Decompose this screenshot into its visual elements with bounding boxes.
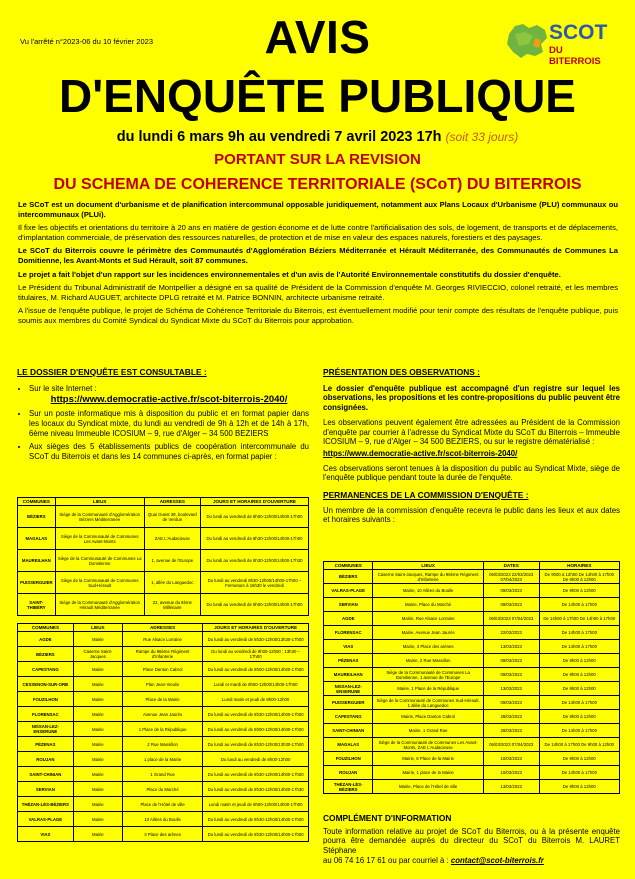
communes-cell: Avenue Jean Jaurès (122, 707, 202, 722)
subtitle-revision: PORTANT SUR LA REVISION (214, 151, 421, 168)
permanences-cell: De 14h00 à 17h00 (539, 696, 619, 710)
epci-cell: 22, avenue du 8ème Millénaire (144, 594, 200, 616)
permanences-row (324, 766, 620, 780)
permanences-cell: Mairie, Avenue Jean Jaurès (373, 626, 483, 640)
epci-row (18, 506, 309, 528)
epci-cell: Du lundi au vendredi de 9h00-12h00/14h00-17h00 (200, 594, 308, 616)
permanences-cell: 13/03/2023 (483, 640, 539, 654)
epci-cell: PUISSERGUIER (18, 572, 56, 594)
communes-header-3: JOURS ET HORAIRES D'OUVERTURE (203, 624, 309, 632)
permanences-cell: 13/03/2023 (483, 780, 539, 794)
intro-p6: A l'issue de l'enquête publique, le projet de Schéma de Cohérence Territoriale du Biterrois, est éventuellement modifié pour tenir compte des résultats de l'enquête publique, puis soumis aux membres du Comité Syndical du Syndicat Mixte du SCoT du Biterrois pour approbation. (18, 306, 618, 325)
epci-table-wrap (17, 497, 309, 616)
epci-table (17, 497, 309, 616)
observations-p2: Les observations peuvent également être adressées au Président de la Commission d'enquête par courrier à l'adresse du Syndicat Mixte du SCoT du Biterrois – Immeuble ICOSIUM – 9, rue d'Alger – 34 500 BEZIERS, ou sur le registre dématérialisé : (323, 417, 620, 447)
permanences-cell: 10/03/2023 (483, 766, 539, 780)
enquete-dates (0, 129, 635, 145)
subtitle-scot: DU SCHEMA DE COHERENCE TERRITORIALE (SCoT) DU BITERROIS (53, 176, 582, 193)
communes-row (18, 707, 309, 722)
title-avis: AVIS (264, 11, 371, 63)
permanences-cell: THÉZAN-LÈS-BÉZIERS (324, 780, 373, 794)
communes-cell: Du lundi au vendredi de 8h00-12h00/14h00-17h00 (203, 722, 309, 737)
permanences-header-1: LIEUX (373, 562, 483, 570)
communes-cell: Mairie (73, 692, 122, 707)
communes-row (18, 647, 309, 662)
permanences-cell: De 9h00 à 12h00 (539, 710, 619, 724)
permanences-cell: 06/03/2023 22/03/2023 07/04/2023 (483, 570, 539, 584)
epci-cell: Siège de la Communauté de Communes Sud-Hérault (55, 572, 144, 594)
permanences-cell: SERVIAN (324, 598, 373, 612)
permanences-heading: PERMANENCES DE LA COMMISSION D'ENQUÊTE : (323, 490, 529, 501)
permanences-cell: De 14h00 à 17h00 De 14h00 à 17h00 (539, 612, 619, 626)
permanences-cell: De 9h00 à 12h00 (539, 682, 619, 696)
permanences-cell: De 14h00 à 17h00 (539, 766, 619, 780)
communes-cell: FLORENSAC (18, 707, 74, 722)
dossier-heading: LE DOSSIER D'ENQUÊTE EST CONSULTABLE : (17, 367, 207, 377)
epci-cell: Du lundi au vendredi de 8h30-12h00/14h00-17h30 (200, 550, 308, 572)
permanences-cell: De 9h00 à 12h00 (539, 654, 619, 668)
permanences-cell: Mairie, 2 Rue Massillon (373, 654, 483, 668)
permanences-cell: De 9h00 à 12h00 (539, 668, 619, 682)
permanences-row (324, 598, 620, 612)
permanences-cell: BÉZIERS (324, 570, 373, 584)
communes-cell: PÉZENAS (18, 737, 74, 752)
permanences-cell: NISSAN-LEZ-ENSERUNE (324, 682, 373, 696)
permanences-cell: De 14h00 à 17h00 De 9h00 à 12h00 (539, 738, 619, 752)
permanences-cell: FLORENSAC (324, 626, 373, 640)
logo-text: SCOT (549, 21, 608, 44)
permanences-cell: AGDE (324, 612, 373, 626)
intro-p2: Il fixe les objectifs et orientations du territoire à 20 ans en matière de gestion économe et de lutte contre l'artificialisation des sols, de logement, de transports et de déplacements, d'implantation commerciale, de préservation des ressources naturelles, de protection et de mise en valeur des espaces naturels, forestiers et des paysages. (18, 223, 618, 242)
communes-cell: Mairie (73, 782, 122, 797)
permanences-cell: 09/03/2023 (483, 696, 539, 710)
communes-cell: Place Danton Cabrol (122, 662, 202, 677)
communes-cell: Place du Marché (122, 782, 202, 797)
epci-cell: Siège de la Communauté d'Agglomération Hérault Méditerranée (55, 594, 144, 616)
communes-cell: Du lundi au vendredi de 8h30-12h00/14h00-17h30 (203, 782, 309, 797)
permanences-cell: VIAS (324, 640, 373, 654)
permanences-cell: De 14h00 à 17h00 (539, 640, 619, 654)
internet-item (29, 384, 309, 405)
communes-cell: THÉZAN-LÈS-BÉZIERS (18, 797, 74, 812)
intro-p1: Le SCoT est un document d'urbanisme et de planification intercommunal opposable juridiquement, notamment aux Plans Locaux d'Urbanisme (PLU) communaux ou intercommunaux (PLUi). (18, 200, 618, 219)
epci-row (18, 572, 309, 594)
epci-cell: Siège de la Communauté de Communes La Domitienne (55, 550, 144, 572)
communes-cell: Du lundi au vendredi de 8h30-12h00/13h30-17h00 (203, 632, 309, 647)
permanences-cell: Mairie, 1 place de la Mairie (373, 766, 483, 780)
permanences-cell: Siège de la Communauté de Communes La Domitienne, 1 avenue de l'Europe (373, 668, 483, 682)
epci-row (18, 594, 309, 616)
permanences-row (324, 654, 620, 668)
permanences-cell: 09/03/2023 (483, 584, 539, 598)
communes-cell: Du lundi au vendredi de 8h30-12h00/14h00-17h00 (203, 767, 309, 782)
epci-header-0: COMMUNES (18, 498, 56, 506)
epci-cell: SAINT-THIBÉRY (18, 594, 56, 616)
epci-header-3: JOURS ET HORAIRES D'OUVERTURE (200, 498, 308, 506)
permanences-cell: CAPESTANG (324, 710, 373, 724)
permanences-cell: Mairie, 10 Allées du Boulle (373, 584, 483, 598)
communes-row (18, 752, 309, 767)
communes-cell: Du lundi au vendredi de 8h30-12h00/13h30-17h00 (203, 737, 309, 752)
logo-subtext: DU BITERROIS (549, 45, 601, 67)
communes-cell: Mairie (73, 812, 122, 827)
epci-cell: Siège de la Communauté de Communes Les Avant-Monts (55, 528, 144, 550)
permanences-cell: De 9h00 à 12h00 (539, 752, 619, 766)
permanences-cell: De 9h00 à 12h00 (539, 780, 619, 794)
complement-heading: COMPLÉMENT D'INFORMATION (323, 813, 452, 823)
epci-cell: 1, avenue de l'Europe (144, 550, 200, 572)
dates-note: (soit 33 jours) (445, 130, 519, 144)
permanences-cell: 09/03/2023 (483, 598, 539, 612)
communes-cell: ROUJAN (18, 752, 74, 767)
permanences-row (324, 612, 620, 626)
epci-row (18, 528, 309, 550)
communes-cell: Place de la Mairie (122, 692, 202, 707)
communes-row (18, 797, 309, 812)
permanences-cell: ROUJAN (324, 766, 373, 780)
permanences-cell: 10/03/2023 (483, 752, 539, 766)
communes-cell: AGDE (18, 632, 74, 647)
permanences-row (324, 584, 620, 598)
communes-cell: Caserne Saint-Jacques (73, 647, 122, 662)
epci-row (18, 550, 309, 572)
permanences-cell: 06/03/2023 07/04/2023 (483, 738, 539, 752)
epci-cell: Du lundi au vendredi de 8h30-12h00/14h00-17h00 (200, 528, 308, 550)
complement-section (323, 814, 620, 866)
communes-cell: Lundi matin et jeudi de 8h00-12h00/14h00-17h00 (203, 797, 309, 812)
communes-row (18, 662, 309, 677)
complement-p: Toute information relative au projet de SCoT du Biterrois, ou à la présente enquête pourra être demandée auprès du directeur du SCoT du Biterrois M. LAURET Stéphane (323, 826, 620, 856)
communes-row (18, 677, 309, 692)
communes-cell: CESSENON-SUR-ORB (18, 677, 74, 692)
epci-cell: Du lundi au vendredi 8h30-12h00/14h00-17h00 – Fermeture à 16h30 le vendredi (200, 572, 308, 594)
permanences-row (324, 668, 620, 682)
epci-cell: ZAE L'Audacieuse (144, 528, 200, 550)
communes-cell: Du lundi au vendredi de 8h30-12h00/14h00-17h00 (203, 707, 309, 722)
communes-cell: Mairie (73, 632, 122, 647)
permanences-cell: Siège de la Communauté de Communes Sud-Hérault, 1 allée du Languedoc (373, 696, 483, 710)
communes-cell: Place de l'Hôtel de ville (122, 797, 202, 812)
communes-table (17, 623, 309, 842)
communes-row (18, 737, 309, 752)
permanences-cell: PÉZENAS (324, 654, 373, 668)
permanences-row (324, 752, 620, 766)
permanences-cell: 28/03/2023 (483, 724, 539, 738)
observations-p1: Le dossier d'enquête publique est accompagné d'un registre sur lequel les observations, les propositions et les contre-propositions du public peuvent être consignées. (323, 383, 620, 413)
sieges-item: • Aux sièges des 5 établissements publics de coopération intercommunale du SCoT du Biterrois et dans les 14 communes ci-après, en format papier : (29, 442, 309, 461)
complement-phone: au 06 74 16 17 61 ou par courriel à : (323, 855, 449, 865)
communes-cell: Du lundi au vendredi de 8h30-12h00/14h00-17h00 (203, 827, 309, 842)
permanences-cell: 28/03/2023 (483, 710, 539, 724)
dates-text: du lundi 6 mars 9h au vendredi 7 avril 2023 17h (116, 129, 442, 145)
permanences-row (324, 626, 620, 640)
permanences-cell: De 14h00 à 17h00 (539, 724, 619, 738)
communes-cell: BÉZIERS (18, 647, 74, 662)
communes-header-2: ADRESSES (122, 624, 202, 632)
epci-header-1: LIEUX (55, 498, 144, 506)
communes-cell: CAPESTANG (18, 662, 74, 677)
dossier-section (17, 368, 309, 466)
permanences-cell: De 9h00 à 12h00 (539, 584, 619, 598)
communes-cell: NISSAN-LEZ-ENSERUNE (18, 722, 74, 737)
registre-link[interactable]: https://www.democratie-active.fr/scot-biterrois-2040/ (323, 448, 518, 458)
permanences-header-0: COMMUNES (324, 562, 373, 570)
epci-cell: 1, allée du Languedoc (144, 572, 200, 594)
permanences-row (324, 640, 620, 654)
permanences-cell: Mairie, 1 Place de la République (373, 682, 483, 696)
permanences-cell: 22/03/2023 (483, 626, 539, 640)
permanences-header-2: DATES (483, 562, 539, 570)
permanences-cell: 06/03/2023 07/04/2023 (483, 612, 539, 626)
permanences-cell: De 14h00 à 17h00 (539, 598, 619, 612)
permanences-cell: De 9h00 à 12h00 De 14h00 à 17h00 De 9h00 à 12h00 (539, 570, 619, 584)
communes-cell: Mairie (73, 752, 122, 767)
communes-cell: Mairie (73, 722, 122, 737)
communes-cell: Mairie (73, 767, 122, 782)
epci-cell: Siège de la Communauté d'Agglomération Béziers Méditerranée (55, 506, 144, 528)
arrete-reference: Vu l'arrêté n°2023-06 du 10 février 2023 (20, 37, 153, 46)
permanences-cell: 13/03/2023 (483, 682, 539, 696)
permanences-row (324, 710, 620, 724)
permanences-cell: SAINT-CHINIAN (324, 724, 373, 738)
communes-row (18, 767, 309, 782)
communes-cell: FOUZILHON (18, 692, 74, 707)
observations-heading: PRÉSENTATION DES OBSERVATIONS : (323, 367, 480, 377)
intro-p5: Le Président du Tribunal Administratif de Montpellier a désigné en sa qualité de Président de la Commission d'enquête M. Georges RIVIECCIO, colonel retraité, et les membres titulaires, M. Richard AUGUET, architecte DPLG retraité et M. Patrice BONNIN, architecte urbanisme retraité. (18, 283, 618, 302)
permanences-cell: MAUREILHAN (324, 668, 373, 682)
communes-row (18, 632, 309, 647)
permanences-row (324, 696, 620, 710)
communes-cell: VIAS (18, 827, 74, 842)
permanences-cell: Mairie, Place Danton Cabrol (373, 710, 483, 724)
permanences-table-wrap (323, 561, 620, 794)
epci-cell: MAGALAS (18, 528, 56, 550)
permanences-cell: Siège de la Communauté de Communes Les Avant-Monts, ZAE L'Audacieuse (373, 738, 483, 752)
communes-cell: Mairie (73, 797, 122, 812)
epci-cell: Quai Ouest 39, boulevard de Verdun (144, 506, 200, 528)
communes-table-wrap (17, 623, 309, 842)
communes-cell: 1 Grand Rue (122, 767, 202, 782)
permanences-row (324, 738, 620, 752)
permanences-cell: Mairie, Place du Marché (373, 598, 483, 612)
communes-cell: Du lundi au vendredi de 8h00-12h00 (203, 752, 309, 767)
permanences-table (323, 561, 620, 794)
permanences-cell: 09/03/2023 (483, 654, 539, 668)
permanences-cell: Caserne Saint-Jacques, Rampe du 96ème Régiment d'Infanterie (373, 570, 483, 584)
communes-cell: Lundi matin et jeudi de 8h00-12h00 (203, 692, 309, 707)
communes-cell: Plan Jean-Vieulin (122, 677, 202, 692)
permanences-cell: 09/03/2023 (483, 668, 539, 682)
permanences-cell: MAGALAS (324, 738, 373, 752)
permanences-row (324, 724, 620, 738)
permanences-cell: Mairie, 3 Place des arènes (373, 640, 483, 654)
communes-cell: Lundi et mardi de 9h00-12h00/14h00-17h00 (203, 677, 309, 692)
observations-p3: Ces observations seront tenues à la disposition du public au Syndicat Mixte, siège de l'enquête publique pendant toute la durée de l'enquête. (323, 463, 620, 483)
communes-header-1: LIEUX (73, 624, 122, 632)
permanences-row (324, 570, 620, 584)
email-link[interactable]: contact@scot-biterrois.fr (450, 855, 544, 865)
communes-cell: Mairie (73, 707, 122, 722)
communes-cell: 3 Place des arènes (122, 827, 202, 842)
communes-cell: Rue Alsace Lorraine (122, 632, 202, 647)
dossier-link[interactable]: https://www.democratie-active.fr/scot-biterrois-2040/ (50, 394, 288, 406)
communes-cell: VALRAS-PLAGE (18, 812, 74, 827)
communes-row (18, 722, 309, 737)
permanences-p: Un membre de la commission d'enquête recevra le public dans les lieux et aux dates et horaires suivants : (323, 505, 620, 525)
intro-section (18, 200, 618, 330)
communes-cell: SAINT-CHINIAN (18, 767, 74, 782)
communes-row (18, 782, 309, 797)
intro-p4: Le projet a fait l'objet d'un rapport sur les incidences environnementales et d'un avis de l'Autorité Environnementale constitutifs du dossier d'enquête. (18, 269, 561, 279)
communes-row (18, 812, 309, 827)
permanences-cell: Mairie, Rue Alsace Lorraine (373, 612, 483, 626)
permanences-row (324, 780, 620, 794)
permanences-row (324, 682, 620, 696)
intro-p3: Le SCoT du Biterrois couvre le périmètre des Communautés d'Agglomération Béziers Méditerranée et Hérault Méditerranée, des Communautés de Communes La Domitienne, les Avant-Monts et Sud Hérault, soit 87 communes. (18, 246, 618, 265)
observations-section (323, 368, 620, 530)
communes-cell: 1 place de la Mairie (122, 752, 202, 767)
internet-label: Sur le site Internet : (29, 383, 97, 393)
epci-cell: Du lundi au vendredi de 8h00-12h00/14h00-17h00 (200, 506, 308, 528)
epci-header-2: ADRESSES (144, 498, 200, 506)
communes-header-0: COMMUNES (18, 624, 74, 632)
communes-cell: 1 Place de la République (122, 722, 202, 737)
communes-cell: Mairie (73, 827, 122, 842)
permanences-cell: Mairie, Place de l'Hôtel de ville (373, 780, 483, 794)
permanences-header-3: HORAIRES (539, 562, 619, 570)
communes-cell: 10 Allées du Boulle (122, 812, 202, 827)
epci-cell: BÉZIERS (18, 506, 56, 528)
communes-cell: SERVIAN (18, 782, 74, 797)
communes-cell: Rampe du 96ème Régiment d'Infanterie (122, 647, 202, 662)
permanences-cell: VALRAS-PLAGE (324, 584, 373, 598)
communes-cell: Mairie (73, 737, 122, 752)
permanences-cell: FOUZILHON (324, 752, 373, 766)
epci-cell: MAUREILHAN (18, 550, 56, 572)
permanences-cell: De 14h00 à 17h00 (539, 626, 619, 640)
communes-cell: Du lundi au vendredi de 9h00-12h00 ; 13h30 – 17h00 (203, 647, 309, 662)
communes-cell: Mairie (73, 662, 122, 677)
communes-row (18, 692, 309, 707)
communes-cell: Du lundi au vendredi de 8h00-12h00/14h00-17h00 (203, 662, 309, 677)
title-enquete: D'ENQUÊTE PUBLIQUE (59, 70, 576, 122)
permanences-cell: PUISSERGUIER (324, 696, 373, 710)
communes-cell: Mairie (73, 677, 122, 692)
communes-cell: Du lundi au vendredi de 8h30-12h00/14h00-17h00 (203, 812, 309, 827)
communes-cell: 2 Rue Massillon (122, 737, 202, 752)
permanences-cell: Mairie, 1 Grand Rue (373, 724, 483, 738)
poste-item: • Sur un poste informatique mis à disposition du public et en format papier dans les locaux du Syndicat mixte, du lundi au vendredi de 9h à 12h et de 14h à 17h, 6ème niveau Immeuble ICOSIUM – 9, rue d'Alger – 34 500 BEZIERS (29, 409, 309, 438)
permanences-cell: Mairie, 8 Place de la Mairie (373, 752, 483, 766)
communes-row (18, 827, 309, 842)
